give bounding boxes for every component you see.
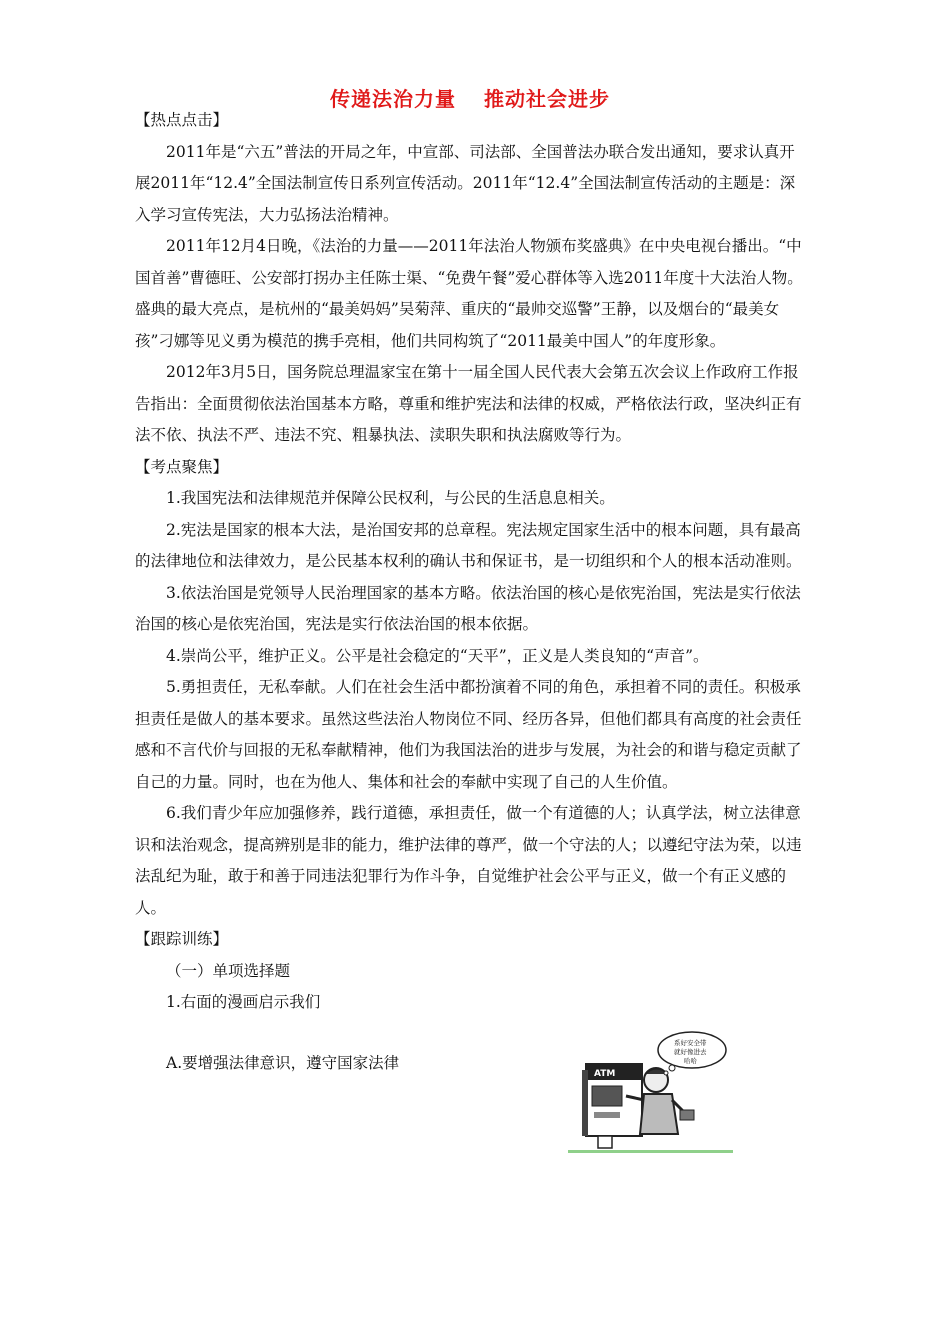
atm-side: [582, 1070, 588, 1136]
atm-label: ATM: [594, 1069, 616, 1079]
paragraph: 2011年12月4日晚，《法治的力量——2011年法治人物颁布奖盛典》在中央电视台播出。“中国首善”曹德旺、公安部打拐办主任陈士渠、“免费午餐”爱心群体等入选2011年度十大法治人物。盛典的最大亮点，是杭州的“最美妈妈”吴菊萍、重庆的“最帅交巡警”王静，以及烟台的“最美女孩”刁娜等见义勇为模范的携手亮相，他们共同构筑了“2011最美中国人”的年度形象。: [135, 237, 803, 350]
paragraph: 2011年是“六五”普法的开局之年，中宣部、司法部、全国普法办联合发出通知，要求认真开展2011年“12.4”全国法制宣传日系列宣传活动。2011年“12.4”全国法制宣传活动的主题是：深入学习宣传宪法，大力弘扬法治精神。: [135, 142, 796, 224]
question-stem: 1.右面的漫画启示我们: [166, 993, 321, 1011]
point-item: 4.崇尚公平，维护正义。公平是社会稳定的“天平”，正义是人类良知的“声音”。: [166, 646, 709, 665]
atm-slot: [594, 1112, 620, 1118]
point-item: 3.依法治国是党领导人民治理国家的基本方略。依法治国的核心是依宪治国，宪法是实行依法治国的核心是依宪治国，宪法是实行依法治国的根本依据。: [135, 583, 801, 633]
section-heading-hot: 【热点点击】: [135, 111, 229, 129]
title-part-2: 推动社会进步: [484, 87, 610, 111]
paragraph: 2012年3月5日，国务院总理温家宝在第十一届全国人民代表大会第五次会议上作政府工作报告指出：全面贯彻依法治国基本方略，尊重和维护宪法和法律的权威，严格依法行政，坚决纠正有法不依、执法不严、违法不究、粗暴执法、渎职失职和执法腐败等行为。: [135, 363, 802, 444]
atm-screen: [592, 1086, 622, 1106]
ground-line: [568, 1150, 733, 1153]
title-part-1: 传递法治力量: [330, 87, 456, 111]
section-heading-practice: 【跟踪训练】: [135, 930, 229, 948]
bag: [680, 1110, 694, 1120]
bubble-text-line2: 就好像进去: [674, 1048, 707, 1056]
point-item: 1.我国宪法和法律规范并保障公民权利，与公民的生活息息相关。: [166, 489, 615, 507]
point-item: 5.勇担责任，无私奉献。人们在社会生活中都扮演着不同的角色，承担着不同的责任。积极承担责任是做人的基本要求。虽然这些法治人物岗位不同、经历各异，但他们都具有高度的社会责任感和不言代价与回报的无私奉献精神，他们为我国法治的进步与发展，为社会的和谐与稳定贡献了自己的力量。同时，也在为他人、集体和社会的奉献中实现了自己的人生价值。: [135, 678, 802, 791]
bubble-dot: [669, 1065, 675, 1071]
bubble-dot: [664, 1071, 668, 1075]
bubble-text-line1: 系好安全带: [674, 1039, 707, 1047]
bubble-text-line3: 哈哈: [684, 1057, 697, 1065]
option-a: A.要增强法律意识，遵守国家法律: [166, 1053, 400, 1072]
main-content: [135, 105, 805, 1079]
section-heading-focus: 【考点聚焦】: [135, 457, 229, 476]
trash-can: [598, 1136, 612, 1148]
point-item: 2.宪法是国家的根本大法，是治国安邦的总章程。宪法规定国家生活中的根本问题，具有最高的法律地位和法律效力，是公民基本权利的确认书和保证书，是一切组织和个人的根本活动准则。: [135, 520, 802, 570]
question-type: （一）单项选择题: [166, 961, 291, 980]
point-item: 6.我们青少年应加强修养，践行道德，承担责任，做一个有道德的人；认真学法，树立法律意识和法治观念，提高辨别是非的能力，维护法律的尊严，做一个守法的人；以遵纪守法为荣，以违法乱纪为耻，敢于和善于同违法犯罪行为作斗争，自觉维护社会公平与正义，做一个有正义感的人。: [135, 804, 802, 917]
comic-illustration: [568, 1030, 733, 1154]
